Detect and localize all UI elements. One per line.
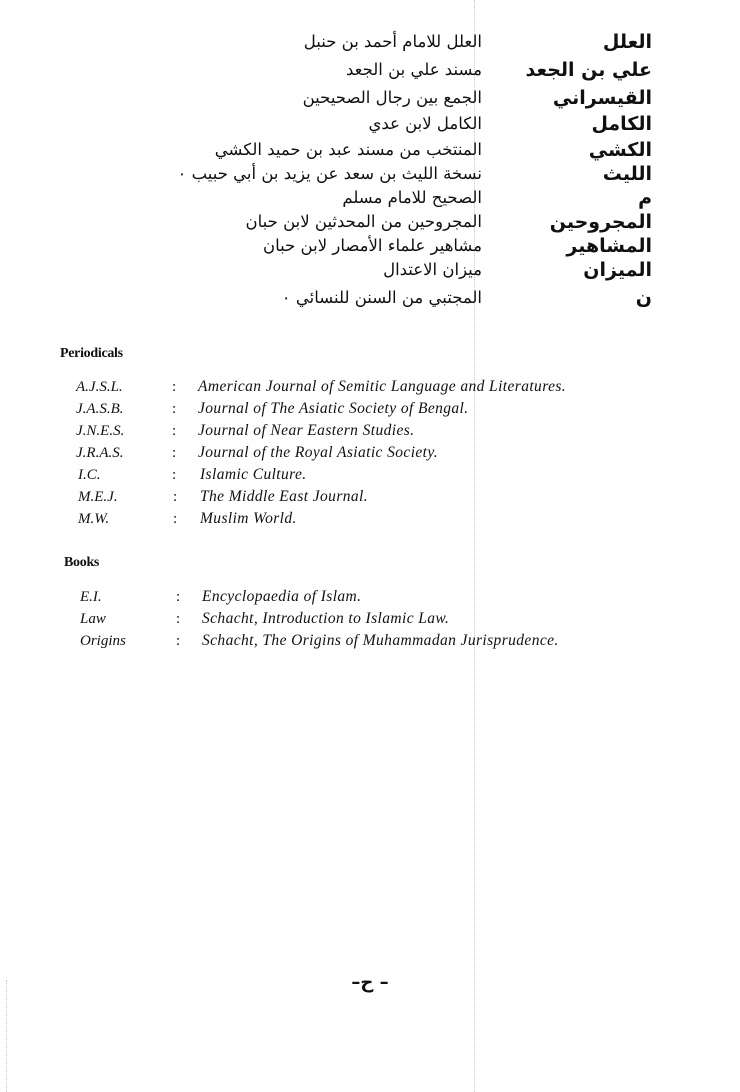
abbreviation: E.I. <box>80 589 102 605</box>
full-title: Journal of the Royal Asiatic Society. <box>198 444 439 461</box>
full-title: Journal of Near Eastern Studies. <box>198 422 415 439</box>
separator: : <box>172 467 177 483</box>
arabic-abbreviation: الليث <box>602 163 652 185</box>
arabic-abbreviation: ن <box>635 287 652 309</box>
arabic-full-title: نسخة الليث بن سعد عن يزيد بن أبي حبيب ٠ <box>177 164 482 183</box>
full-title: Encyclopaedia of Islam. <box>202 588 362 605</box>
arabic-list-item <box>0 258 740 282</box>
arabic-abbreviation: المشاهير <box>566 235 652 257</box>
abbreviation: M.E.J. <box>78 489 118 505</box>
arabic-abbreviation: العلل <box>602 31 652 53</box>
separator: : <box>172 445 177 461</box>
arabic-list-item <box>0 162 740 186</box>
arabic-abbreviation: القيسراني <box>552 87 652 109</box>
arabic-list-item <box>0 186 740 210</box>
arabic-list-item <box>0 210 740 234</box>
arabic-full-title: الكامل لابن عدي <box>368 114 482 133</box>
list-item <box>0 630 740 652</box>
list-item <box>0 398 740 420</box>
arabic-abbreviation: المجروحين <box>549 211 652 233</box>
arabic-full-title: مشاهير علماء الأمصار لابن حبان <box>262 236 482 255</box>
arabic-list-item <box>0 286 740 310</box>
arabic-list-item <box>0 138 740 162</box>
books-heading: Books <box>64 555 100 570</box>
full-title: Schacht, The Origins of Muhammadan Jurisprudence. <box>202 632 559 649</box>
abbreviation: J.R.A.S. <box>76 445 124 461</box>
abbreviation: J.A.S.B. <box>76 401 124 417</box>
arabic-abbreviation: علي بن الجعد <box>525 59 652 81</box>
page-number: –ح – <box>351 972 389 993</box>
arabic-full-title: الجمع بين رجال الصحيحين <box>302 88 482 107</box>
arabic-abbreviation: الميزان <box>583 259 652 281</box>
arabic-full-title: المجروحين من المحدثين لابن حبان <box>245 212 482 231</box>
full-title: Islamic Culture. <box>200 466 307 483</box>
full-title: Muslim World. <box>200 510 297 527</box>
list-item <box>0 376 740 398</box>
arabic-full-title: الصحيح للامام مسلم <box>342 188 482 207</box>
separator: : <box>173 489 178 505</box>
list-item <box>0 508 740 530</box>
full-title: Schacht, Introduction to Islamic Law. <box>202 610 450 627</box>
abbreviation: A.J.S.L. <box>76 379 123 395</box>
arabic-full-title: العلل للامام أحمد بن حنبل <box>303 32 482 51</box>
scan-artifact-line <box>6 980 7 1092</box>
separator: : <box>172 423 177 439</box>
abbreviation: J.N.E.S. <box>76 423 125 439</box>
list-item <box>0 442 740 464</box>
arabic-full-title: المنتخب من مسند عبد بن حميد الكشي <box>214 140 482 159</box>
arabic-abbreviation: الكشي <box>588 139 652 161</box>
list-item <box>0 608 740 630</box>
separator: : <box>176 633 181 649</box>
full-title: The Middle East Journal. <box>200 488 369 505</box>
separator: : <box>176 611 181 627</box>
full-title: Journal of The Asiatic Society of Bengal. <box>198 400 469 417</box>
separator: : <box>176 589 181 605</box>
arabic-list-item <box>0 234 740 258</box>
abbreviation: I.C. <box>78 467 101 483</box>
arabic-full-title: مسند علي بن الجعد <box>345 60 482 79</box>
separator: : <box>173 511 178 527</box>
periodicals-heading: Periodicals <box>60 346 123 361</box>
list-item <box>0 586 740 608</box>
arabic-list-item <box>0 58 740 82</box>
abbreviation: M.W. <box>78 511 110 527</box>
arabic-full-title: المجتبي من السنن للنسائي ٠ <box>281 288 482 307</box>
arabic-list-item <box>0 86 740 110</box>
abbreviation: Origins <box>80 633 126 649</box>
separator: : <box>172 379 177 395</box>
separator: : <box>172 401 177 417</box>
list-item <box>0 486 740 508</box>
abbreviation: Law <box>80 611 106 627</box>
full-title: American Journal of Semitic Language and Literatures. <box>198 378 567 395</box>
arabic-full-title: ميزان الاعتدال <box>383 260 482 279</box>
arabic-list-item <box>0 112 740 136</box>
arabic-list-item <box>0 30 740 54</box>
list-item <box>0 420 740 442</box>
list-item <box>0 464 740 486</box>
arabic-abbreviation: الكامل <box>591 113 652 135</box>
arabic-abbreviation: م <box>638 187 652 209</box>
